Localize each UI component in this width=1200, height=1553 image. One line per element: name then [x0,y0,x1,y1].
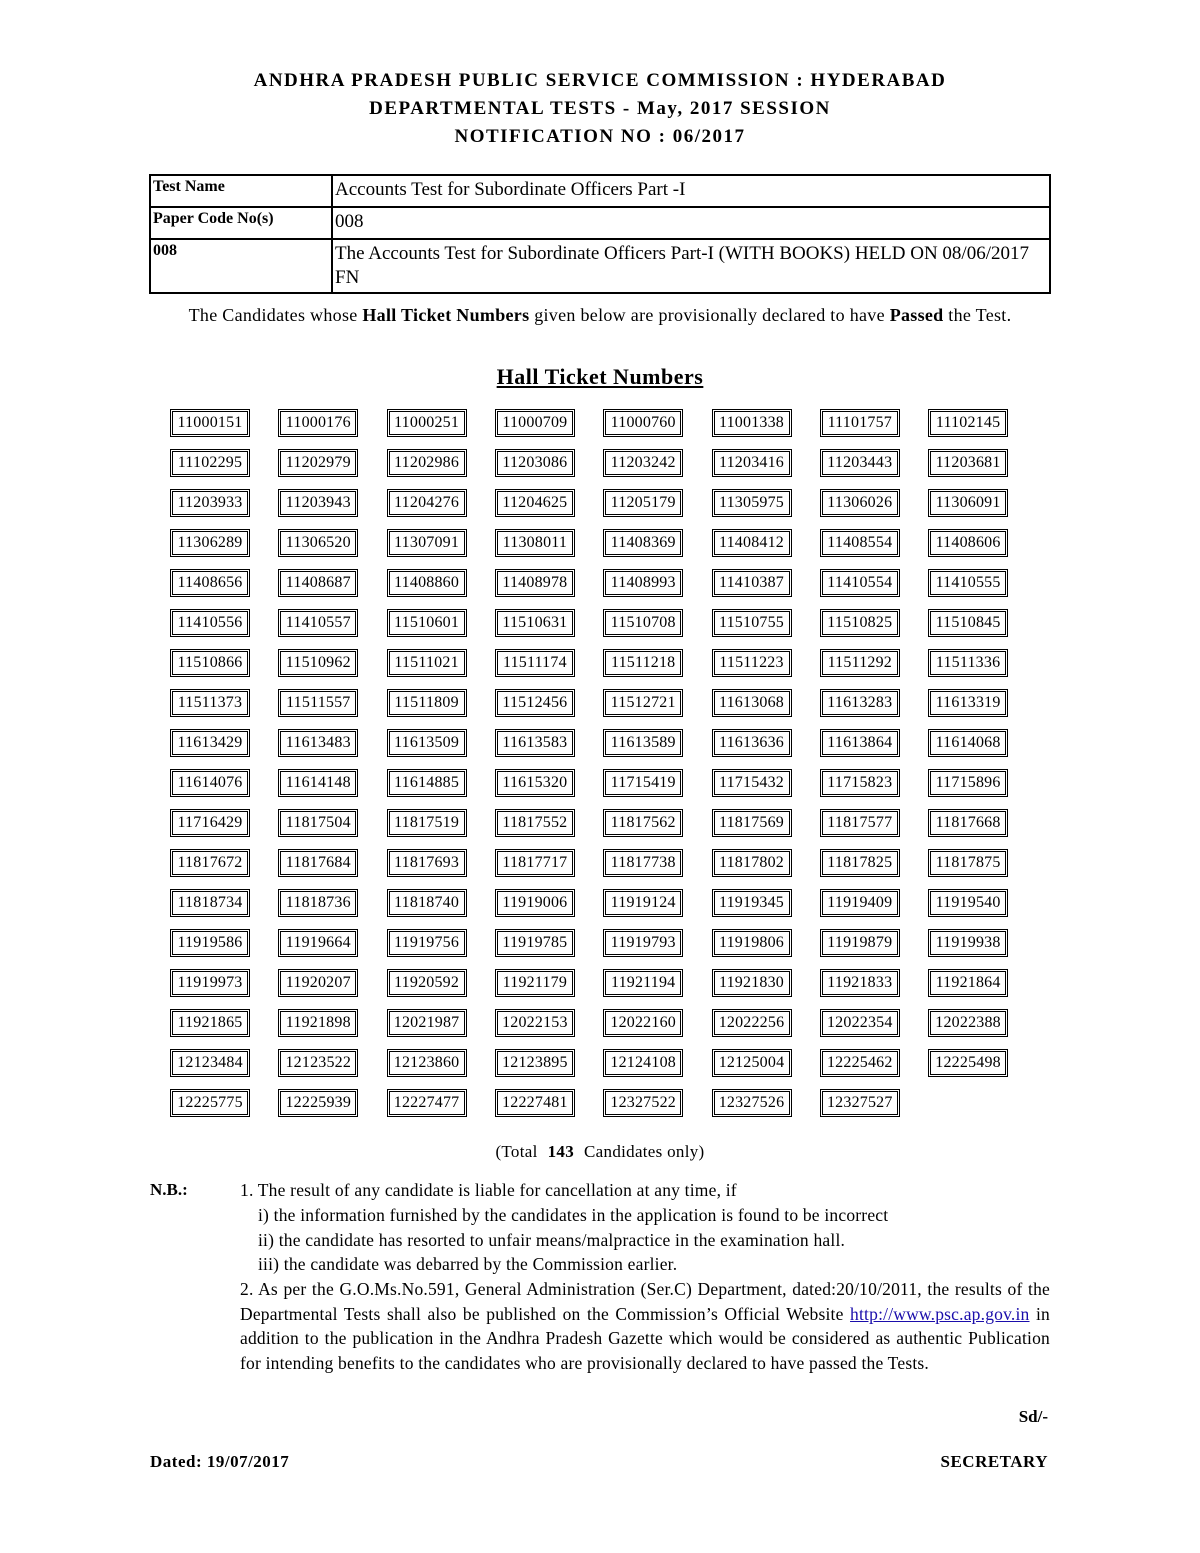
hall-ticket-number: 11203943 [278,489,358,517]
hall-ticket-number: 11817577 [820,809,900,837]
hall-ticket-number: 12225498 [928,1049,1008,1077]
hall-ticket-number: 11919785 [495,929,575,957]
hall-ticket-number: 11511373 [170,689,250,717]
total-candidates [0,1142,1200,1162]
info-row-paper-detail [150,239,1050,293]
hall-ticket-title: Hall Ticket Numbers [496,364,704,389]
hall-ticket-number: 11614885 [387,769,467,797]
hall-ticket-number: 11817693 [387,849,467,877]
hall-ticket-number: 11511218 [603,649,683,677]
hall-ticket-number: 11613483 [278,729,358,757]
hall-ticket-number: 11919756 [387,929,467,957]
hall-ticket-number: 11511223 [712,649,792,677]
hall-ticket-number: 11410557 [278,609,358,637]
test-info-table [149,174,1051,294]
hall-ticket-number: 11614148 [278,769,358,797]
hall-ticket-number: 11511809 [387,689,467,717]
hall-ticket-number: 11715823 [820,769,900,797]
hall-ticket-number: 11921179 [495,969,575,997]
hall-ticket-number: 11921898 [278,1009,358,1037]
note-2-text: 2. As per the G.O.Ms.No.591, General Administration (Ser.C) Department, dated:20/10/2011, the results of the Departmental Tests shall also be published on the Commission’s Official Website [240,1279,1050,1324]
hall-ticket-number: 12327526 [712,1089,792,1117]
hall-ticket-number: 11510601 [387,609,467,637]
note-1-iii: iii) the candidate was debarred by the Commission earlier. [258,1254,678,1274]
hall-ticket-number: 11408860 [387,569,467,597]
total-count: 143 [547,1142,575,1161]
hall-ticket-number: 11203933 [170,489,250,517]
hall-ticket-number: 11613068 [712,689,792,717]
intro-part: the Test. [943,305,1012,325]
hall-ticket-number: 11205179 [603,489,683,517]
intro-bold-passed: Passed [889,305,944,325]
hall-ticket-number: 12022256 [712,1009,792,1037]
hall-ticket-number: 11102295 [170,449,250,477]
info-key: Test Name [150,175,332,207]
info-row-test-name [150,175,1050,207]
hall-ticket-number: 11919540 [928,889,1008,917]
hall-ticket-number: 11715432 [712,769,792,797]
hall-ticket-number: 12327522 [603,1089,683,1117]
hall-ticket-number: 11919409 [820,889,900,917]
intro-bold-hall-ticket: Hall Ticket Numbers [362,305,530,325]
hall-ticket-number: 12225775 [170,1089,250,1117]
note-1-i: i) the information furnished by the candidates in the application is found to be incorrect [258,1205,889,1225]
hall-ticket-number: 11817519 [387,809,467,837]
hall-ticket-number: 11919124 [603,889,683,917]
note-1: 1. The result of any candidate is liable for cancellation at any time, if [240,1180,737,1200]
hall-ticket-number: 11408369 [603,529,683,557]
hall-ticket-number: 11306520 [278,529,358,557]
hall-ticket-number: 11716429 [170,809,250,837]
hall-ticket-number: 11512721 [603,689,683,717]
hall-ticket-number: 11410387 [712,569,792,597]
hall-ticket-number: 11818740 [387,889,467,917]
hall-ticket-number: 11408687 [278,569,358,597]
hall-ticket-number: 11614076 [170,769,250,797]
hall-ticket-number: 11921864 [928,969,1008,997]
info-value: Accounts Test for Subordinate Officers Part -I [332,175,1050,207]
designation-secretary: SECRETARY [940,1452,1048,1471]
hall-ticket-number: 11919793 [603,929,683,957]
hall-ticket-number: 12022160 [603,1009,683,1037]
hall-ticket-number: 11614068 [928,729,1008,757]
hall-ticket-number: 11919006 [495,889,575,917]
hall-ticket-number: 11203086 [495,449,575,477]
info-key: 008 [150,239,332,293]
hall-ticket-number: 11410556 [170,609,250,637]
hall-ticket-number: 11817569 [712,809,792,837]
hall-ticket-number: 11510708 [603,609,683,637]
hall-ticket-number: 11817802 [712,849,792,877]
total-prefix: (Total [495,1142,538,1161]
hall-ticket-number: 11204276 [387,489,467,517]
hall-ticket-number: 11920592 [387,969,467,997]
hall-ticket-number: 11000251 [387,409,467,437]
hall-ticket-number: 11510866 [170,649,250,677]
hall-ticket-number: 11817668 [928,809,1008,837]
hall-ticket-number: 11817825 [820,849,900,877]
hall-ticket-number: 11202979 [278,449,358,477]
hall-ticket-number: 11817562 [603,809,683,837]
hall-ticket-number: 11510845 [928,609,1008,637]
hall-ticket-number: 11510755 [712,609,792,637]
hall-ticket-number: 11408554 [820,529,900,557]
dated-text: Dated: 19/07/2017 [150,1452,290,1471]
intro-part: given below are provisionally declared to have [529,305,890,325]
hall-ticket-number: 11817684 [278,849,358,877]
hall-ticket-number: 11001338 [712,409,792,437]
hall-ticket-number: 12123484 [170,1049,250,1077]
hall-ticket-number: 11921865 [170,1009,250,1037]
note-2-text-cont: in addition to the publication in the Andhra Pradesh Gazette which would be considered as authentic Publication for intending benefits to the candidates who are provisionally declared to have passed the Tests. [240,1303,1050,1373]
hall-ticket-number: 11408656 [170,569,250,597]
intro-part: The Candidates whose [188,305,363,325]
hall-ticket-number: 11305975 [712,489,792,517]
hall-ticket-number: 11919806 [712,929,792,957]
hall-ticket-number: 11613636 [712,729,792,757]
header-line-commission: ANDHRA PRADESH PUBLIC SERVICE COMMISSION : HYDERABAD [253,70,947,91]
hall-ticket-number: 11613509 [387,729,467,757]
hall-ticket-number: 11818736 [278,889,358,917]
hall-ticket-number: 11613864 [820,729,900,757]
hall-ticket-number: 11921194 [603,969,683,997]
hall-ticket-number: 11613319 [928,689,1008,717]
hall-ticket-number: 11919973 [170,969,250,997]
hall-ticket-number: 11715419 [603,769,683,797]
hall-ticket-number: 11613283 [820,689,900,717]
hall-ticket-number: 11202986 [387,449,467,477]
hall-ticket-number: 11203443 [820,449,900,477]
hall-ticket-number: 11919664 [278,929,358,957]
hall-ticket-number: 11000709 [495,409,575,437]
hall-ticket-number: 11511021 [387,649,467,677]
hall-ticket-number: 11817552 [495,809,575,837]
hall-ticket-number: 11818734 [170,889,250,917]
nb-label: N.B.: [150,1180,188,1199]
signature: Sd/- [1018,1407,1048,1426]
hall-ticket-number: 11306289 [170,529,250,557]
hall-ticket-number: 11817504 [278,809,358,837]
hall-ticket-number: 11921833 [820,969,900,997]
hall-ticket-number: 11204625 [495,489,575,517]
hall-ticket-number: 11000151 [170,409,250,437]
hall-ticket-number: 11613589 [603,729,683,757]
hall-ticket-number: 11510631 [495,609,575,637]
hall-ticket-number: 12022354 [820,1009,900,1037]
hall-ticket-number: 11408993 [603,569,683,597]
hall-ticket-number: 11000176 [278,409,358,437]
hall-ticket-number: 11410554 [820,569,900,597]
hall-ticket-number: 11408606 [928,529,1008,557]
hall-ticket-number: 11921830 [712,969,792,997]
hall-ticket-number: 12123895 [495,1049,575,1077]
info-key: Paper Code No(s) [150,207,332,239]
total-suffix: Candidates only) [584,1142,705,1161]
hall-ticket-number: 11511174 [495,649,575,677]
hall-ticket-number: 11613583 [495,729,575,757]
info-row-paper-code [150,207,1050,239]
hall-ticket-number: 12022153 [495,1009,575,1037]
note-1-ii: ii) the candidate has resorted to unfair means/malpractice in the examination hall. [258,1230,846,1250]
hall-ticket-number: 11203416 [712,449,792,477]
hall-ticket-number: 11919345 [712,889,792,917]
hall-ticket-number: 11000760 [603,409,683,437]
website-link[interactable]: http://www.psc.ap.gov.in [850,1303,1030,1324]
hall-ticket-number: 11510825 [820,609,900,637]
hall-ticket-number: 12225462 [820,1049,900,1077]
hall-ticket-number: 12227477 [387,1089,467,1117]
hall-ticket-number: 12123522 [278,1049,358,1077]
hall-ticket-number: 11410555 [928,569,1008,597]
note-2 [240,1277,1050,1375]
hall-ticket-number: 12225939 [278,1089,358,1117]
hall-ticket-number: 11408412 [712,529,792,557]
hall-ticket-number: 12125004 [712,1049,792,1077]
hall-ticket-number: 11307091 [387,529,467,557]
hall-ticket-number: 11817717 [495,849,575,877]
hall-ticket-number: 11511292 [820,649,900,677]
hall-ticket-number: 11919879 [820,929,900,957]
hall-ticket-number: 11308011 [495,529,575,557]
hall-ticket-number: 11510962 [278,649,358,677]
info-value: The Accounts Test for Subordinate Officers Part-I (WITH BOOKS) HELD ON 08/06/2017 FN [332,239,1050,293]
hall-ticket-number: 12327527 [820,1089,900,1117]
hall-ticket-number: 11920207 [278,969,358,997]
hall-ticket-number: 11203681 [928,449,1008,477]
hall-ticket-number: 11817672 [170,849,250,877]
hall-ticket-number: 12022388 [928,1009,1008,1037]
hall-ticket-number: 11203242 [603,449,683,477]
hall-ticket-number: 11919938 [928,929,1008,957]
hall-ticket-number: 12124108 [603,1049,683,1077]
hall-ticket-number: 11615320 [495,769,575,797]
hall-ticket-number: 11101757 [820,409,900,437]
hall-ticket-number: 11511336 [928,649,1008,677]
hall-ticket-number: 11511557 [278,689,358,717]
hall-ticket-number: 11919586 [170,929,250,957]
hall-ticket-number: 11408978 [495,569,575,597]
hall-ticket-number: 11306091 [928,489,1008,517]
info-value: 008 [332,207,1050,239]
header-line-session: DEPARTMENTAL TESTS - May, 2017 SESSION [369,98,831,119]
hall-ticket-number: 11102145 [928,409,1008,437]
header-line-notification: NOTIFICATION NO : 06/2017 [454,126,746,147]
hall-ticket-number: 11715896 [928,769,1008,797]
hall-ticket-number: 11613429 [170,729,250,757]
hall-ticket-number: 11306026 [820,489,900,517]
hall-ticket-number: 11817738 [603,849,683,877]
hall-ticket-number: 12123860 [387,1049,467,1077]
hall-ticket-number: 11512456 [495,689,575,717]
hall-ticket-number: 12021987 [387,1009,467,1037]
hall-ticket-number: 12227481 [495,1089,575,1117]
hall-ticket-number: 11817875 [928,849,1008,877]
intro-text [149,302,1051,328]
